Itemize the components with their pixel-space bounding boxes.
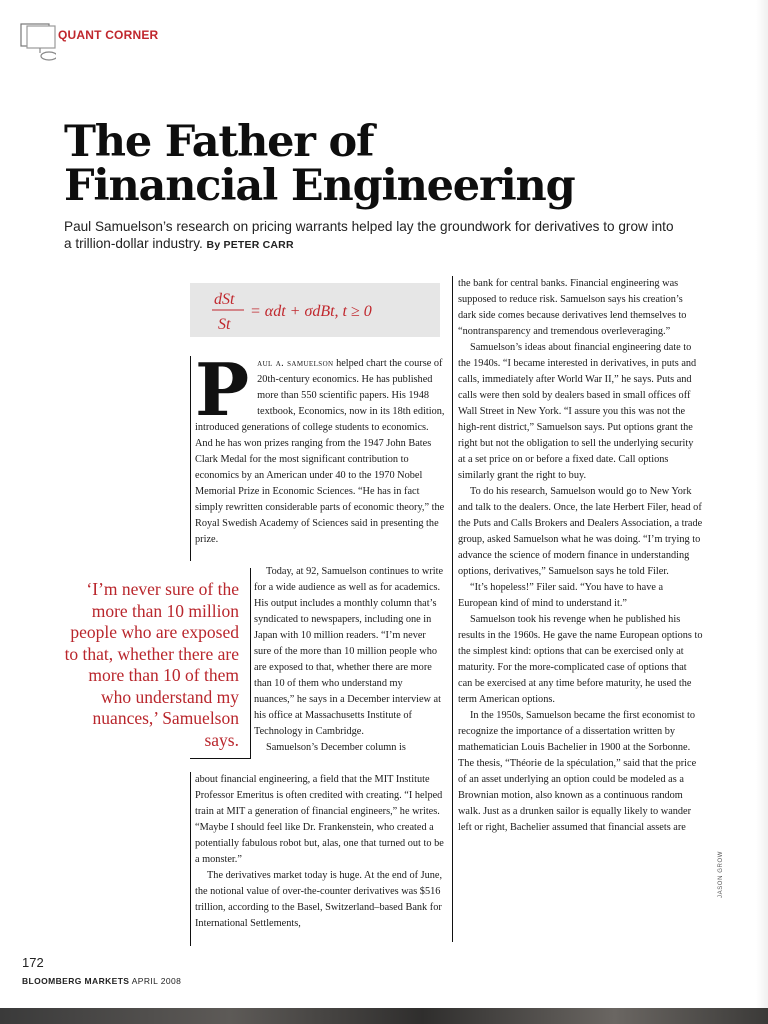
page-number: 172 xyxy=(22,955,44,970)
paragraph: In the 1950s, Samuelson became the first economist to recognize the importance of a dissertation written by mathematician Louis Bachelier in 1900 at the Sorbonne. The thesis, “Théorie de la spéculation,” said that the price of an asset underlying an option could be modeled as a Brownian motion, also known as a continuous random walk. Just as a drunken sailor is equally likely to wander left or right, Bachelier assumed that financial assets are xyxy=(458,710,697,833)
paragraph: To do his research, Samuelson would go to New York and talk to the dealers. Once, the late Herbert Filer, head of the Puts and Calls Brokers and Dealers Association, a trade group, asked Samuelson what he was doing. “I’m trying to advance the science of modern finance in understanding options, derivatives,” Samuelson says he told Filer. xyxy=(458,486,703,577)
deck-text: Paul Samuelson’s research on pricing warrants helped lay the groundwork for derivatives to grow into a trillion-dollar industry. xyxy=(64,219,674,251)
formula-numerator: dSt xyxy=(214,291,235,308)
drop-cap: P xyxy=(195,347,250,432)
photo-credit xyxy=(716,852,730,902)
article-column-1-middle xyxy=(254,564,444,756)
byline: By PETER CARR xyxy=(206,239,294,251)
article-column-2 xyxy=(458,276,703,836)
article-column-1 xyxy=(195,347,445,548)
paragraph: Today, at 92, Samuelson continues to write for a wide audience as well as for academics. His output includes a monthly column that’s syndicated to newspapers, including one in Japan with 10 million readers. “I’m never sure of the more than 10 million people who are exposed to that, whether there are more than 10 of them who understand my nuances,” he says in a December interview at his office at Massachusetts Institute of Technology in Cambridge. xyxy=(254,566,444,737)
column-rule xyxy=(190,772,191,946)
formula-rhs: = αdt + σdBt, t ≥ 0 xyxy=(250,303,372,320)
paragraph: Samuelson’s ideas about financial engineering date to the 1940s. “I became interested in derivatives, in puts and calls, immediately after World War II,” he says. Puts and calls were then sold by dealers based in small offices off Wall Street in New York. “I assure you this was not the high-rent district,” Samuelson says. Put options grant the right but not the obligation to sell the underlying security at a set price on or before a fixed date. Call options similarly grant the right to buy. xyxy=(458,342,697,481)
pull-quote: ‘I’m never sure of the more than 10 million people who are exposed to that, whether there are more than 10 of them who understand my nuances,’ Samuelson says. xyxy=(64,579,239,750)
deck xyxy=(64,218,684,254)
column-rule xyxy=(190,758,251,759)
paragraph: The derivatives market today is huge. At the end of June, the notional value of over-the-counter derivatives was $516 trillion, according to the Basel, Switzerland–based Bank for International Settlements, xyxy=(195,870,443,929)
column-rule xyxy=(250,568,251,758)
paragraph: Samuelson’s December column is xyxy=(266,742,406,753)
footer xyxy=(22,976,181,986)
footer-brand: BLOOMBERG MARKETS xyxy=(22,976,130,986)
computer-monitor-icon xyxy=(20,22,56,62)
page-edge-shadow xyxy=(756,0,768,1008)
paragraph-text: helped chart the course of 20th-century economics. He has published more than 550 scientific papers. His 1948 textbook, Economics, now in its 18th edition, introduced generations of college students to economics. And he has won prizes ranging from the 1947 John Bates Clark Medal for the most significant contribution to economics by an American under 40 to the 1970 Nobel Memorial Prize in Economic Sciences. “He has in fact simply rewritten considerable parts of economic theory,” the Royal Swedish Academy of Sciences said in presenting the prize. xyxy=(195,358,445,545)
paragraph xyxy=(195,347,445,548)
lead-in: aul a. samuelson xyxy=(257,358,334,369)
section-label: QUANT CORNER xyxy=(58,28,159,42)
paragraph: “It’s hopeless!” Filer said. “You have to have a European kind of mind to understand it.” xyxy=(458,582,664,609)
headline-line-1: The Father of xyxy=(64,117,374,167)
photo-credit-text: JASON GROW xyxy=(718,850,724,898)
formula-box xyxy=(190,283,440,337)
column-rule xyxy=(452,276,453,942)
bottom-photo-strip xyxy=(0,1008,768,1024)
article-column-1-bottom xyxy=(195,772,445,932)
column-rule xyxy=(190,356,191,561)
headline-line-2: Financial Engineering xyxy=(64,161,575,211)
formula-denominator: St xyxy=(218,316,231,333)
paragraph: the bank for central banks. Financial engineering was supposed to reduce risk. Samuelson says his creation’s dark side comes because derivatives lend themselves to “nontransparency and tremendous overleveraging.” xyxy=(458,278,687,337)
paragraph: about financial engineering, a field that the MIT Institute Professor Emeritus is often credited with creating. “I helped train at MIT a generation of financial engineers,” he writes. “Maybe I should feel like Dr. Frankenstein, who created a potentially fabulous robot but, alas, one that turned out to be a monster.” xyxy=(195,774,444,865)
headline xyxy=(64,117,704,211)
paragraph: Samuelson took his revenge when he published his results in the 1960s. He gave the name European options to the simplest kind: options that can be exercised only at maturity. For the more-complicated case of options that can be exercised at any time before maturity, he used the term American options. xyxy=(458,614,703,705)
footer-issue: APRIL 2008 xyxy=(131,976,182,986)
